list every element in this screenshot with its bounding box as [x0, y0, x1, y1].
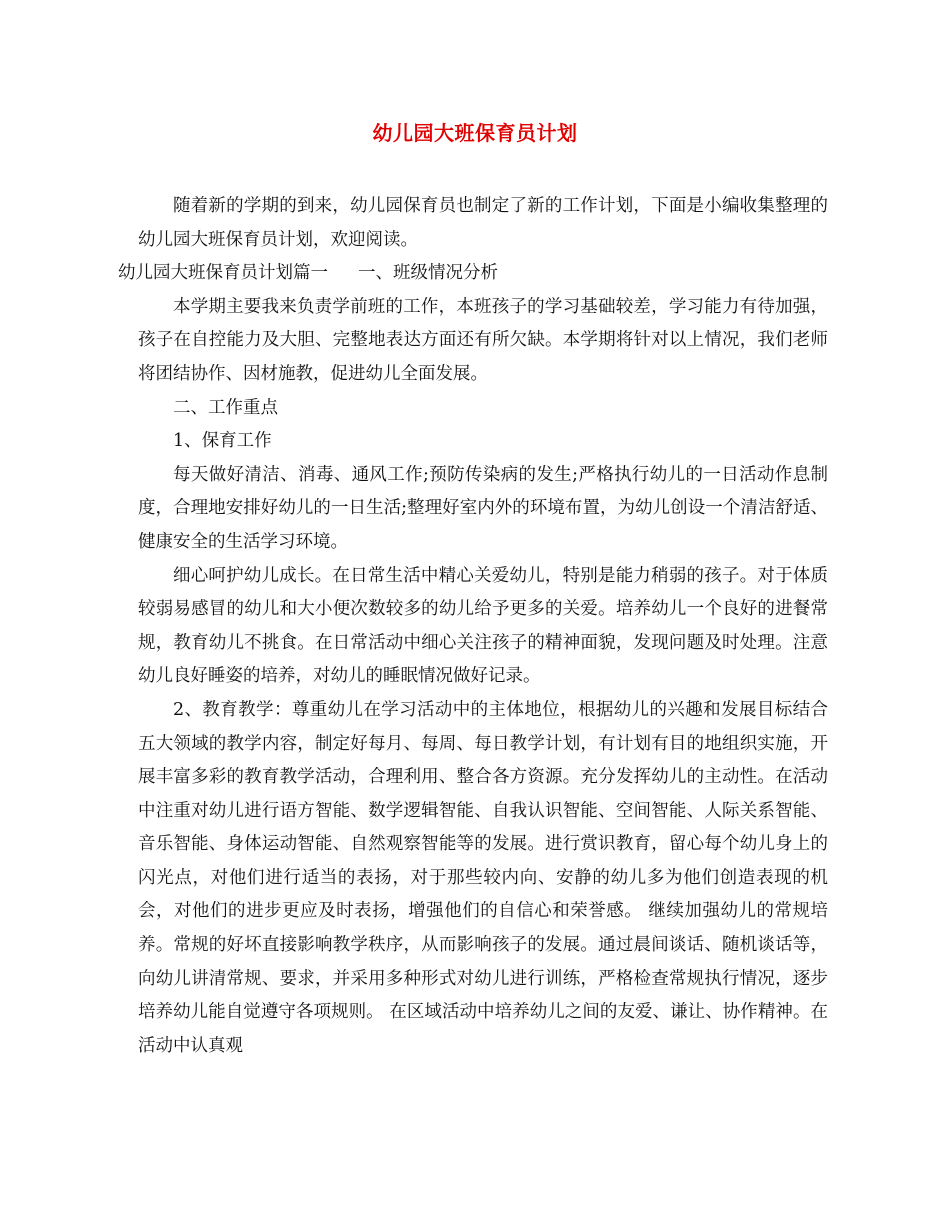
- daily-care-paragraph: 每天做好清洁、消毒、通风工作;预防传染病的发生;严格执行幼儿的一日活动作息制度，合理地安排好幼儿的一日生活;整理好室内外的环境布置，为幼儿创设一个清洁舒适、健康安全的生活学习环境。: [138, 464, 828, 552]
- work-focus-heading: 二、工作重点: [173, 397, 278, 418]
- care-work-heading: 1、保育工作: [173, 431, 272, 452]
- section-heading-part1: 幼儿园大班保育员计划篇一: [118, 263, 328, 284]
- document-title: 幼儿园大班保育员计划: [372, 121, 578, 145]
- section-heading: [118, 257, 828, 291]
- growth-care-paragraph: 细心呵护幼儿成长。在日常生活中精心关爱幼儿，特别是能力稍弱的孩子。对于体质较弱易感冒的幼儿和大小便次数较多的幼儿给予更多的关爱。培养幼儿一个良好的进餐常规，教育幼儿不挑食。在日常活动中细心关注孩子的精神面貌，发现问题及时处理。注意幼儿良好睡姿的培养，对幼儿的睡眠情况做好记录。: [138, 565, 828, 687]
- intro-paragraph: 随着新的学期的到来，幼儿园保育员也制定了新的工作计划，下面是小编收集整理的幼儿园大班保育员计划，欢迎阅读。: [138, 196, 828, 250]
- class-analysis-paragraph: 本学期主要我来负责学前班的工作，本班孩子的学习基础较差，学习能力有待加强，孩子在自控能力及大胆、完整地表达方面还有所欠缺。本学期将针对以上情况，我们老师将团结协作、因材施教，促进幼儿全面发展。: [138, 296, 828, 384]
- education-paragraph: 2、教育教学：尊重幼儿在学习活动中的主体地位，根据幼儿的兴趣和发展目标结合五大领域的教学内容，制定好每月、每周、每日教学计划，有计划有目的地组织实施，开展丰富多彩的教育教学活动，合理利用、整合各方资源。充分发挥幼儿的主动性。在活动中注重对幼儿进行语方智能、数学逻辑智能、自我认识智能、空间智能、人际关系智能、音乐智能、身体运动智能、自然观察智能等的发展。进行赏识教育，留心每个幼儿身上的闪光点，对他们进行适当的表扬，对于那些较内向、安静的幼儿多为他们创造表现的机会，对他们的进步更应及时表扬，增强他们的自信心和荣誉感。 继续加强幼儿的常规培养。常规的好坏直接影响教学秩序，从而影响孩子的发展。通过晨间谈话、随机谈话等，向幼儿讲清常规、要求，并采用多种形式对幼儿进行训练，严格检查常规执行情况，逐步培养幼儿能自觉遵守各项规则。 在区域活动中培养幼儿之间的友爱、谦让、协作精神。在活动中认真观: [138, 699, 828, 1056]
- section-heading-part2: 一、班级情况分析: [358, 263, 498, 284]
- document-body: [118, 190, 828, 1063]
